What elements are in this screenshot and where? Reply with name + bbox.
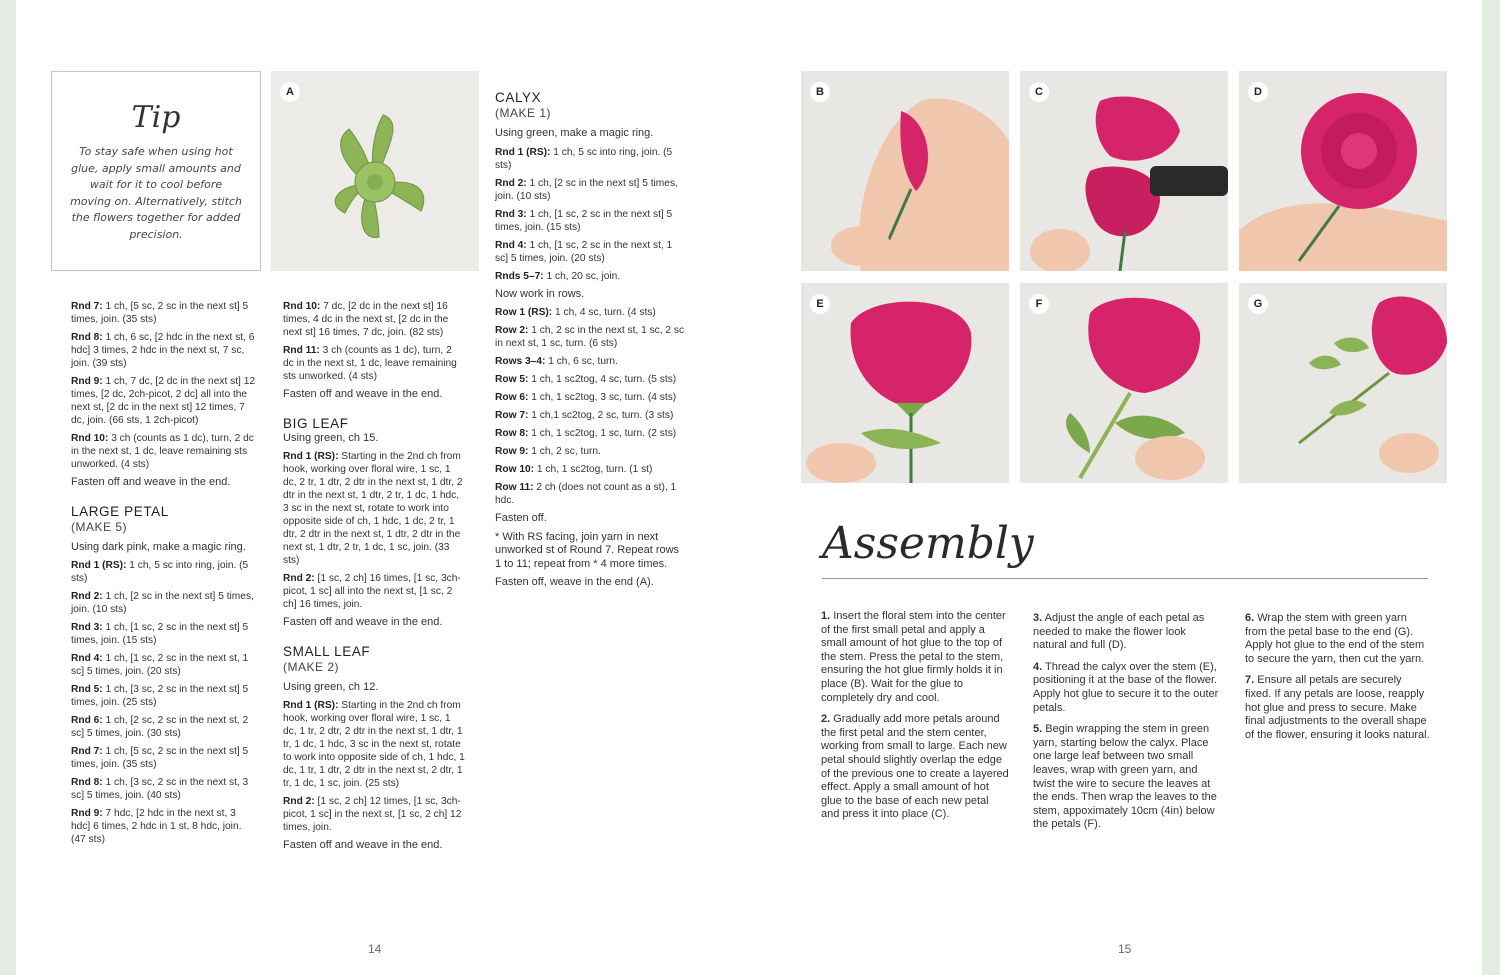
photo-label-g: G bbox=[1248, 294, 1268, 314]
pattern-row: Rnd 5: 1 ch, [3 sc, 2 sc in the next st] 5 times, join. (25 sts) bbox=[71, 684, 249, 708]
make-count: (MAKE 5) bbox=[71, 519, 128, 534]
book-spread bbox=[16, 0, 1482, 975]
fasten-off-text: Fasten off and weave in the end. bbox=[283, 839, 443, 851]
pattern-column-1 bbox=[71, 300, 256, 851]
photo-b bbox=[801, 71, 1009, 271]
photo-g bbox=[1239, 283, 1447, 483]
pattern-row: Rnd 2: 1 ch, [2 sc in the next st] 5 times, join. (10 sts) bbox=[71, 591, 254, 615]
pattern-row: Rnd 9: 7 hdc, [2 hdc in the next st, 3 hdc] 6 times, 2 hdc in 1 st, 8 hdc, join. (47 sts) bbox=[71, 808, 242, 845]
section-intro: Using green, make a magic ring. bbox=[495, 127, 654, 139]
pattern-row: Rnd 2: 1 ch, [2 sc in the next st] 5 times, join. (10 sts) bbox=[495, 177, 678, 202]
assembly-heading: Assembly bbox=[822, 518, 1034, 569]
tip-title: Tip bbox=[131, 100, 181, 135]
pattern-row: Rnd 10: 3 ch (counts as 1 dc), turn, 2 dc in the next st, 1 dc, leave remaining sts unworked. (4 sts) bbox=[71, 433, 254, 470]
pattern-row: Rnd 11: 3 ch (counts as 1 dc), turn, 2 dc in the next st, 1 dc, leave remaining sts unworked. (4 sts) bbox=[283, 345, 457, 382]
pattern-row: Rnd 4: 1 ch, [1 sc, 2 sc in the next st, 1 sc] 5 times, join. (20 sts) bbox=[495, 239, 673, 264]
pattern-row: Rnd 1 (RS): 1 ch, 5 sc into ring, join. (5 sts) bbox=[495, 146, 673, 171]
assembly-step: 7. Ensure all petals are securely fixed. If any petals are loose, reapply hot glue and press to secure. Make final adjustments to the overall shape of the flower, ensuring it looks natural. bbox=[1245, 674, 1430, 741]
section-heading-calyx: CALYX bbox=[495, 90, 542, 105]
assembly-step: 3. Adjust the angle of each petal as needed to make the flower look natural and full (D). bbox=[1033, 612, 1205, 652]
photo-label-e: E bbox=[810, 294, 830, 314]
assembly-step: 2. Gradually add more petals around the first petal and the stem center, working from small to large. Each new petal should slightly overlap the edge of the previous one to create a layered effect. Apply a small amount of hot glue to the base of each new petal and press it into place (C). bbox=[821, 713, 1009, 821]
assembly-step: 5. Begin wrapping the stem in green yarn, starting below the calyx. Place one large leaf between two small leaves, wrap with green yarn, and twist the wire to secure the leaves at the ends. Then wrap the leaves to the stem, appoximately 10cm (4in) below the petals (F). bbox=[1033, 723, 1217, 831]
calyx-illustration bbox=[271, 71, 479, 271]
calyx-on-stem-illustration bbox=[801, 283, 1009, 483]
heading-rule bbox=[822, 578, 1428, 579]
fasten-off-text: Fasten off and weave in the end. bbox=[283, 388, 443, 400]
assembly-step: 4. Thread the calyx over the stem (E), positioning it at the base of the flower. Apply hot glue to secure it to the outer petals. bbox=[1033, 660, 1219, 714]
photo-e bbox=[801, 283, 1009, 483]
fasten-off-text: Fasten off and weave in the end. bbox=[283, 616, 443, 628]
assembly-step: 1. Insert the floral stem into the center of the first small petal and apply a small amount of hot glue to the top of the stem. Press the petal to the stem, ensuring the hot glue firmly holds it in place (B). Wait for the glue to completely dry and cool. bbox=[821, 610, 1006, 704]
pattern-row: Rnd 2: [1 sc, 2 ch] 16 times, [1 sc, 3ch-picot, 1 sc] all into the next st, [1 sc, 2 ch] 16 times, join. bbox=[283, 573, 461, 610]
pattern-row: Rnd 3: 1 ch, [1 sc, 2 sc in the next st] 5 times, join. (15 sts) bbox=[495, 208, 673, 233]
page-number-left: 14 bbox=[368, 942, 382, 956]
pattern-row: Rnds 5–7: 1 ch, 20 sc, join. bbox=[495, 270, 621, 282]
pattern-row: Rnd 3: 1 ch, [1 sc, 2 sc in the next st] 5 times, join. (15 sts) bbox=[71, 622, 249, 646]
section-heading-big-leaf: BIG LEAF bbox=[283, 415, 349, 431]
pattern-row: Rnd 2: [1 sc, 2 ch] 12 times, [1 sc, 3ch-picot, 1 sc] in the next st, [1 sc, 2 ch] 12 times, join. bbox=[283, 796, 462, 833]
assembly-column-3 bbox=[1245, 612, 1430, 750]
photo-label-b: B bbox=[810, 82, 830, 102]
pattern-row: Row 9: 1 ch, 2 sc, turn. bbox=[495, 446, 601, 457]
pattern-row: Rnd 1 (RS): Starting in the 2nd ch from hook, working over floral wire, 1 sc, 1 dc, 2 tr, 1 dtr, 2 dtr in the next st, 1 dtr, 2 dtr in the next st, 1 dtr, 2 tr, 1 dc, 1 hdc, 3 sc in the next st, rotate to work into opposite side of ch, 1 hdc, 1 dc, 2 tr, 1 dtr, 2 dtr in the next st, 1 dtr, 2 dtr in the next st, 1 dtr, 2 tr, 1 dc, 1 sc, join. (33 sts) bbox=[283, 451, 463, 566]
leaves-on-stem-illustration bbox=[1020, 283, 1228, 483]
section-intro: Using dark pink, make a magic ring. bbox=[71, 540, 246, 553]
pattern-row: Rnd 7: 1 ch, [5 sc, 2 sc in the next st] 5 times, join. (35 sts) bbox=[71, 746, 249, 770]
glue-gun-illustration bbox=[1020, 71, 1228, 271]
photo-d bbox=[1239, 71, 1447, 271]
photo-label-d: D bbox=[1248, 82, 1268, 102]
pattern-row: Row 6: 1 ch, 1 sc2tog, 3 sc, turn. (4 sts) bbox=[495, 392, 677, 403]
make-count: (MAKE 1) bbox=[495, 106, 552, 120]
pattern-row: Rnd 9: 1 ch, 7 dc, [2 dc in the next st] 12 times, [2 dc, 2ch-picot, 2 dc] all into the next st, [2 dc in the next st] 12 times, 7 dc, join. (66 sts, 1 2ch-picot) bbox=[71, 376, 256, 426]
section-heading-large-petal: LARGE PETAL bbox=[71, 503, 169, 519]
photo-c bbox=[1020, 71, 1228, 271]
pattern-row: Row 5: 1 ch, 1 sc2tog, 4 sc, turn. (5 sts) bbox=[495, 374, 677, 385]
fasten-off-text: Fasten off and weave in the end. bbox=[71, 476, 231, 488]
fasten-off-text: Fasten off. bbox=[495, 512, 547, 524]
pattern-row: Row 1 (RS): 1 ch, 4 sc, turn. (4 sts) bbox=[495, 307, 656, 318]
hand-petal-illustration bbox=[801, 71, 1009, 271]
pattern-row: Rnd 6: 1 ch, [2 sc, 2 sc in the next st, 2 sc] 5 times, join. (30 sts) bbox=[71, 715, 249, 739]
pattern-row: Rnd 8: 1 ch, [3 sc, 2 sc in the next st, 3 sc] 5 times, join. (40 sts) bbox=[71, 777, 249, 801]
tip-body: To stay safe when using hot glue, apply small amounts and wait for it to cool before moving on. Alternatively, stitch the flowers together for added precision. bbox=[70, 145, 242, 241]
tip-box bbox=[51, 71, 261, 271]
pattern-column-3 bbox=[495, 90, 685, 595]
pattern-row: Rnd 1 (RS): 1 ch, 5 sc into ring, join. (5 sts) bbox=[71, 560, 249, 584]
section-heading-small-leaf: SMALL LEAF bbox=[283, 643, 371, 659]
repeat-note: * With RS facing, join yarn in next unworked st of Round 7. Repeat rows 1 to 11; repeat from * 4 more times. bbox=[495, 530, 680, 570]
pattern-row: Row 11: 2 ch (does not count as a st), 1 hdc. bbox=[495, 482, 677, 506]
assembly-step: 6. Wrap the stem with green yarn from the petal base to the end (G). Apply hot glue to the end of the stem to secure the yarn, then cut the yarn. bbox=[1245, 612, 1425, 665]
make-count: (MAKE 2) bbox=[283, 659, 340, 674]
pattern-row: Rnd 4: 1 ch, [1 sc, 2 sc in the next st, 1 sc] 5 times, join. (20 sts) bbox=[71, 653, 249, 677]
now-work-rows: Now work in rows. bbox=[495, 287, 585, 300]
fasten-off-text: Fasten off, weave in the end (A). bbox=[495, 576, 654, 588]
photo-f bbox=[1020, 283, 1228, 483]
pattern-row: Row 10: 1 ch, 1 sc2tog, turn. (1 st) bbox=[495, 464, 653, 475]
photo-label-f: F bbox=[1029, 294, 1049, 314]
section-intro: Using green, ch 12. bbox=[283, 680, 379, 693]
photo-a-calyx bbox=[271, 71, 479, 271]
pattern-row: Row 7: 1 ch,1 sc2tog, 2 sc, turn. (3 sts) bbox=[495, 410, 674, 421]
photo-label-a: A bbox=[280, 82, 300, 102]
pattern-row: Rnd 10: 7 dc, [2 dc in the next st] 16 times, 4 dc in the next st, [2 dc in the next st] 16 times, 7 dc, join. (82 sts) bbox=[283, 301, 449, 338]
page-number-right: 15 bbox=[1118, 942, 1132, 956]
assembly-column-2 bbox=[1033, 612, 1221, 840]
pattern-row: Row 8: 1 ch, 1 sc2tog, 1 sc, turn. (2 sts) bbox=[495, 428, 677, 439]
photo-label-c: C bbox=[1029, 82, 1049, 102]
pattern-column-2 bbox=[283, 300, 465, 858]
assembly-column-1 bbox=[821, 610, 1009, 830]
pattern-row: Rnd 1 (RS): Starting in the 2nd ch from hook, working over floral wire, 1 sc, 1 dc, 1 tr, 2 dtr, 2 dtr in the next st, 1 dtr, 1 tr, 1 dc, 1 hdc, 3 sc in the next st, rotate to work into opposite side of ch, 1 hdc, 1 dc, 1 tr, 1 dtr, 2 dtr in the next st, 2 dtr, 1 tr, 1 dc, 1 sc, join. (25 sts) bbox=[283, 700, 465, 789]
pattern-row: Rnd 8: 1 ch, 6 sc, [2 hdc in the next st, 6 hdc] 3 times, 2 hdc in the next st, 7 sc, join. (39 sts) bbox=[71, 332, 255, 369]
section-intro: Using green, ch 15. bbox=[283, 431, 379, 444]
pattern-row: Row 2: 1 ch, 2 sc in the next st, 1 sc, 2 sc in next st, 1 sc, turn. (6 sts) bbox=[495, 325, 685, 349]
finished-rose-illustration bbox=[1239, 283, 1447, 483]
pattern-row: Rnd 7: 1 ch, [5 sc, 2 sc in the next st] 5 times, join. (35 sts) bbox=[71, 301, 249, 325]
pattern-row: Rows 3–4: 1 ch, 6 sc, turn. bbox=[495, 356, 618, 367]
rose-in-hand-illustration bbox=[1239, 71, 1447, 271]
